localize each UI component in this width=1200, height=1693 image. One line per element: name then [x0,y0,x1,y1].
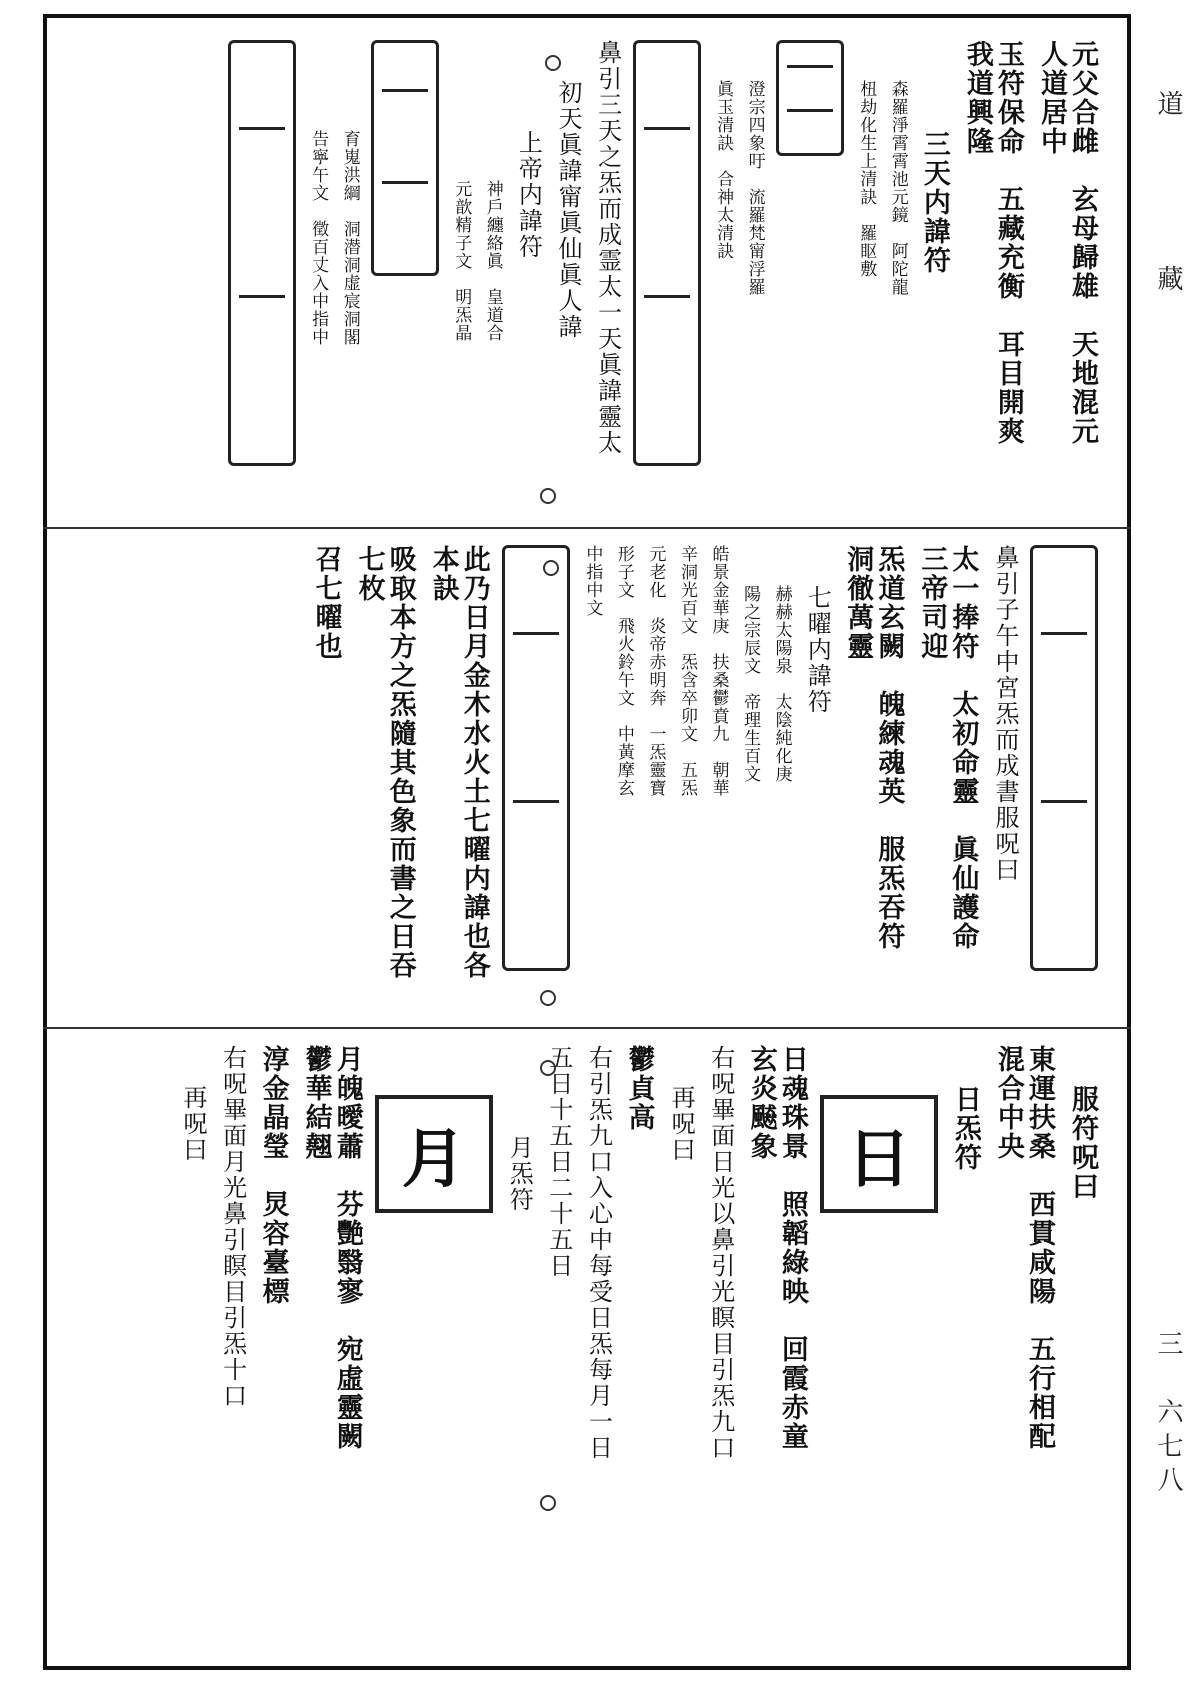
section-divider-bottom [43,1027,1131,1029]
text-column: 元老化 炎帝赤明奔 一炁靈寶 [645,545,666,797]
talisman-glyph [228,40,296,466]
text-column: 月炁符 [505,1135,534,1213]
text-column: 東運扶桑 西貫咸陽 五行相配 混合中央 [992,1045,1055,1480]
text-column: 炁道玄闕 魄練魂英 服炁吞符 洞徹萬靈 [842,545,905,980]
moon-talisman-glyph: 月 [375,1095,493,1213]
talisman-glyph [371,40,439,276]
section-divider-top [43,527,1131,529]
text-column: 七曜内諱符 [803,585,832,715]
text-column: 此乃日月金木水火土七曜内諱也各本訣 [427,545,490,980]
panel-middle [60,545,1110,1015]
text-column: 鼻引三天之炁而成霊太一天眞諱靈太 [593,40,622,456]
text-column: 玉符保命 五藏充衡 耳目開爽 我道興隆 [961,40,1024,475]
text-column: 陽之宗辰文 帝理生百文 [740,585,761,783]
text-column: 右引炁九口入心中每受日炁每月一日 [584,1045,613,1461]
text-column: 澄宗四象吁 流羅梵甯浮羅 [744,80,765,296]
text-column: 服符呪曰 [1067,1085,1098,1201]
text-column: 日炁符 [949,1085,981,1172]
text-column: 初天眞諱甯眞仙眞人諱 [553,80,582,340]
text-column: 右呪畢面月光鼻引瞑目引炁十口 [218,1045,247,1409]
text-column: 告寧午文 徵百丈入中指中 [308,130,329,346]
text-column: 赫赫太陽泉 太陰純化庚 [771,585,792,783]
talisman-glyph [502,545,570,971]
text-column: 元歆精子文 明炁晶 [451,180,472,342]
text-column: 再呪曰 [667,1085,696,1163]
text-column: 淳金晶瑩 炅容臺標 [257,1045,289,1306]
text-column: 育嵬洪綱 洞潜洞虚宸洞閣 [339,130,360,346]
text-column: 再呪曰 [178,1085,207,1163]
panel-bottom [60,1045,1110,1655]
panel-top [60,40,1110,515]
text-column: 元父合雌 玄母歸雄 天地混元 人道居中 [1035,40,1098,475]
talisman-glyph [776,40,844,156]
text-column: 眞玉清訣 合神太清訣 [713,80,734,260]
text-column: 日魂珠景 照韜綠映 回霞赤童 玄炎飇象 [745,1045,808,1480]
text-column: 五日十五日二十五日 [544,1045,573,1279]
text-column: 三天内諱符 [918,130,950,275]
talisman-glyph [1030,545,1098,971]
text-column: 右呪畢面日光以鼻引光瞑目引炁九口 [706,1045,735,1461]
text-column: 皓景金華庚 扶桑鬱賁九 朝華 [708,545,729,797]
text-column: 辛洞光百文 炁含卒卯文 五炁 [676,545,697,797]
text-column: 杻劫化生上清訣 羅眍敷 [856,80,877,278]
text-column: 召七曜也 [310,545,342,661]
text-column: 鼻引子午中宮炁而成書服呪曰 [991,545,1019,883]
talisman-glyph [633,40,701,466]
text-column: 神戶纏絡眞 皇道合 [482,180,503,342]
text-column: 上帝内諱符 [514,130,543,260]
text-column: 太一捧符 太初命靈 眞仙護命 三帝司迎 [916,545,979,980]
text-column: 吸取本方之炁隨其色象而書之日吞七枚 [353,545,416,980]
margin-title-char-1: 道 [1153,90,1183,124]
sun-talisman-glyph: 日 [820,1095,938,1213]
margin-title-char-2: 藏 [1153,265,1183,299]
text-column: 中指中文 [582,545,603,617]
text-column: 形子文 飛火鈴午文 中黃摩玄 [613,545,634,797]
text-column: 鬱貞高 [623,1045,655,1132]
text-column: 月魄曖蕭 芬艷翳寥 宛虛靈闕 鬱華結翹 [300,1045,363,1480]
page-number: 三 六七八 [1153,1330,1183,1500]
text-column: 森羅淨霄霄池元鏡 阿陀龍 [887,80,908,296]
